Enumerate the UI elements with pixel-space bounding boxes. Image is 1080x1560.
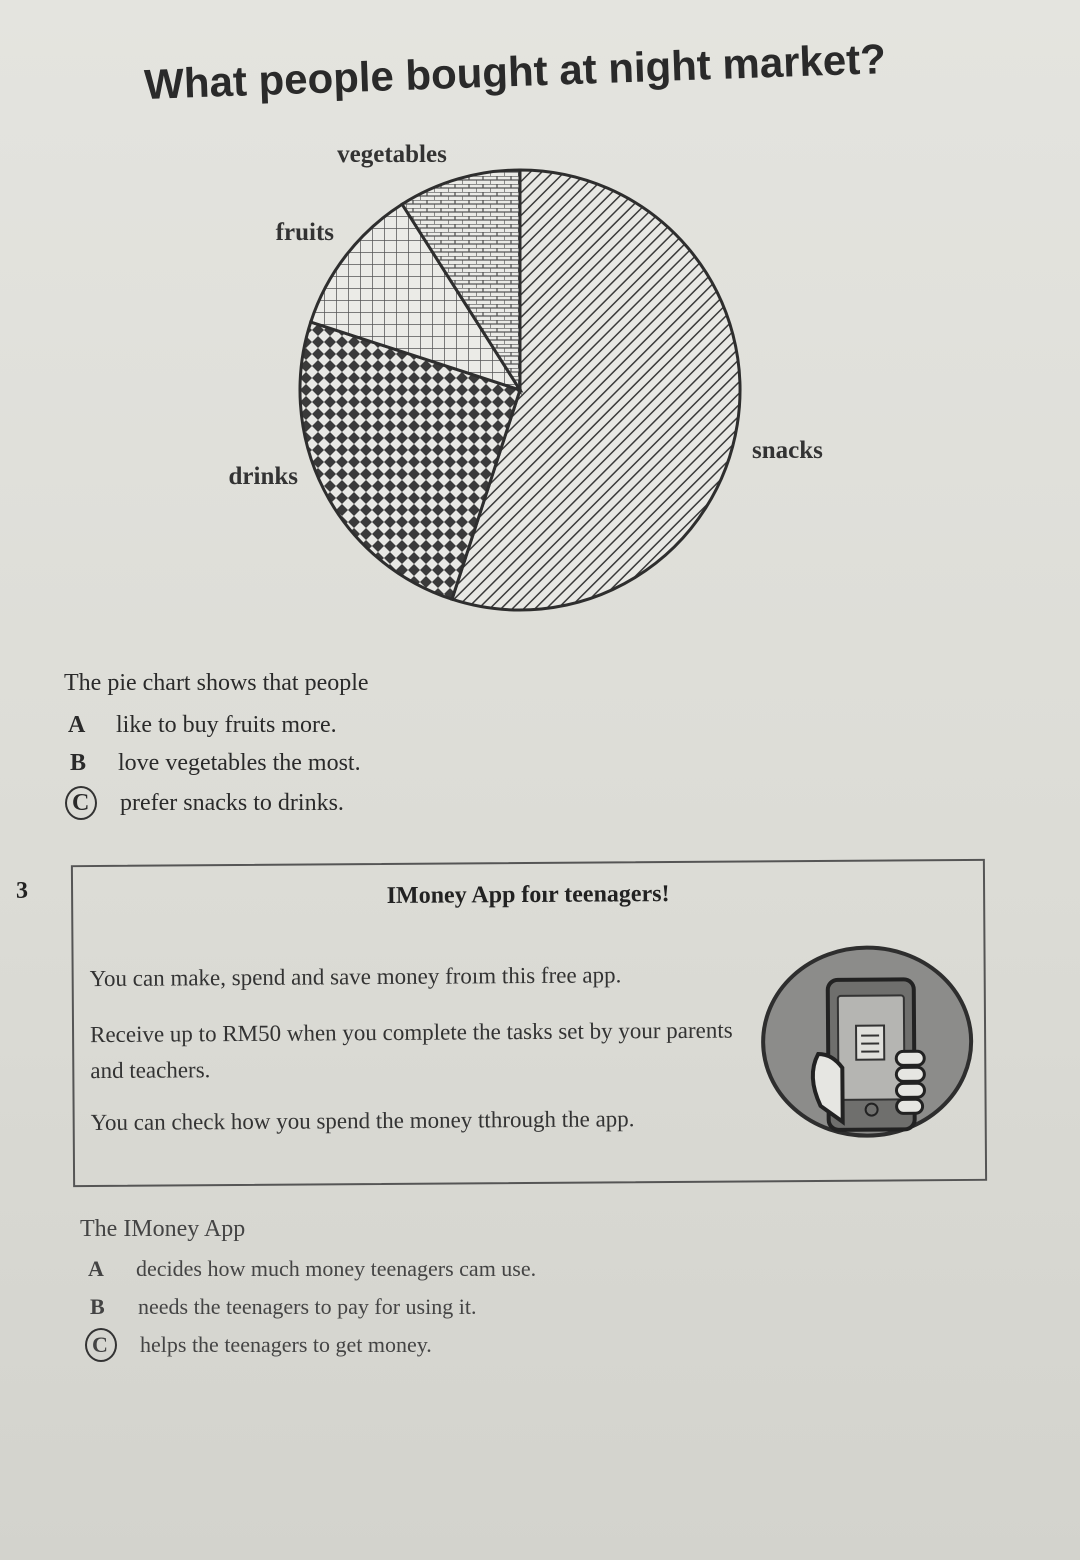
pie-chart [0,0,1080,680]
pie-label-drinks: drinks [228,463,298,490]
phone-hand-illustration [759,943,974,1140]
option-text: like to buy fruits more. [116,712,337,738]
option-letter: B [90,1294,105,1319]
q2-option-b[interactable] [90,1294,476,1320]
q2-stem: The IMoney App [80,1216,246,1242]
chart-title: What people bought at night market? [143,35,887,108]
option-letter-circled: C [92,1332,140,1358]
q2-option-a[interactable] [88,1256,536,1282]
option-text: helps the teenagers to get money. [140,1332,432,1357]
option-text: love vegetables the most. [118,750,361,776]
pie-label-vegetables: vegetables [337,141,447,168]
option-letter-circled: C [72,790,120,817]
advert-line: You can make, spend and save money froım this free app. [89,962,622,992]
pie-label-fruits: fruits [275,219,334,246]
pie-slices [300,170,740,610]
advert-line: Receive up to RM50 when you complete the tasks set by your parents and teachers. [89,1017,733,1084]
advert-line: You can check how you spend the money tthrough the app. [90,1106,635,1136]
option-letter: B [70,750,87,776]
pie-label-snacks: snacks [752,437,823,464]
option-text: needs the teenagers to pay for using it. [138,1294,477,1319]
q1-option-a[interactable] [68,712,337,739]
option-letter: A [68,712,86,738]
option-letter: A [88,1256,104,1281]
advert-title: IMoney App foır teenagers! [386,881,670,909]
q1-stem: The pie chart shows that people [64,670,369,696]
advert-box [71,859,987,1187]
option-text: decides how much money teenagers cam use. [136,1256,537,1281]
q1-option-b[interactable] [70,750,361,777]
q1-option-c[interactable] [72,790,344,817]
phone-in-hand-icon [759,943,974,1140]
q2-option-c[interactable] [92,1332,432,1358]
option-text: prefer snacks to drinks. [120,790,344,816]
question-number: 3 [16,878,28,904]
